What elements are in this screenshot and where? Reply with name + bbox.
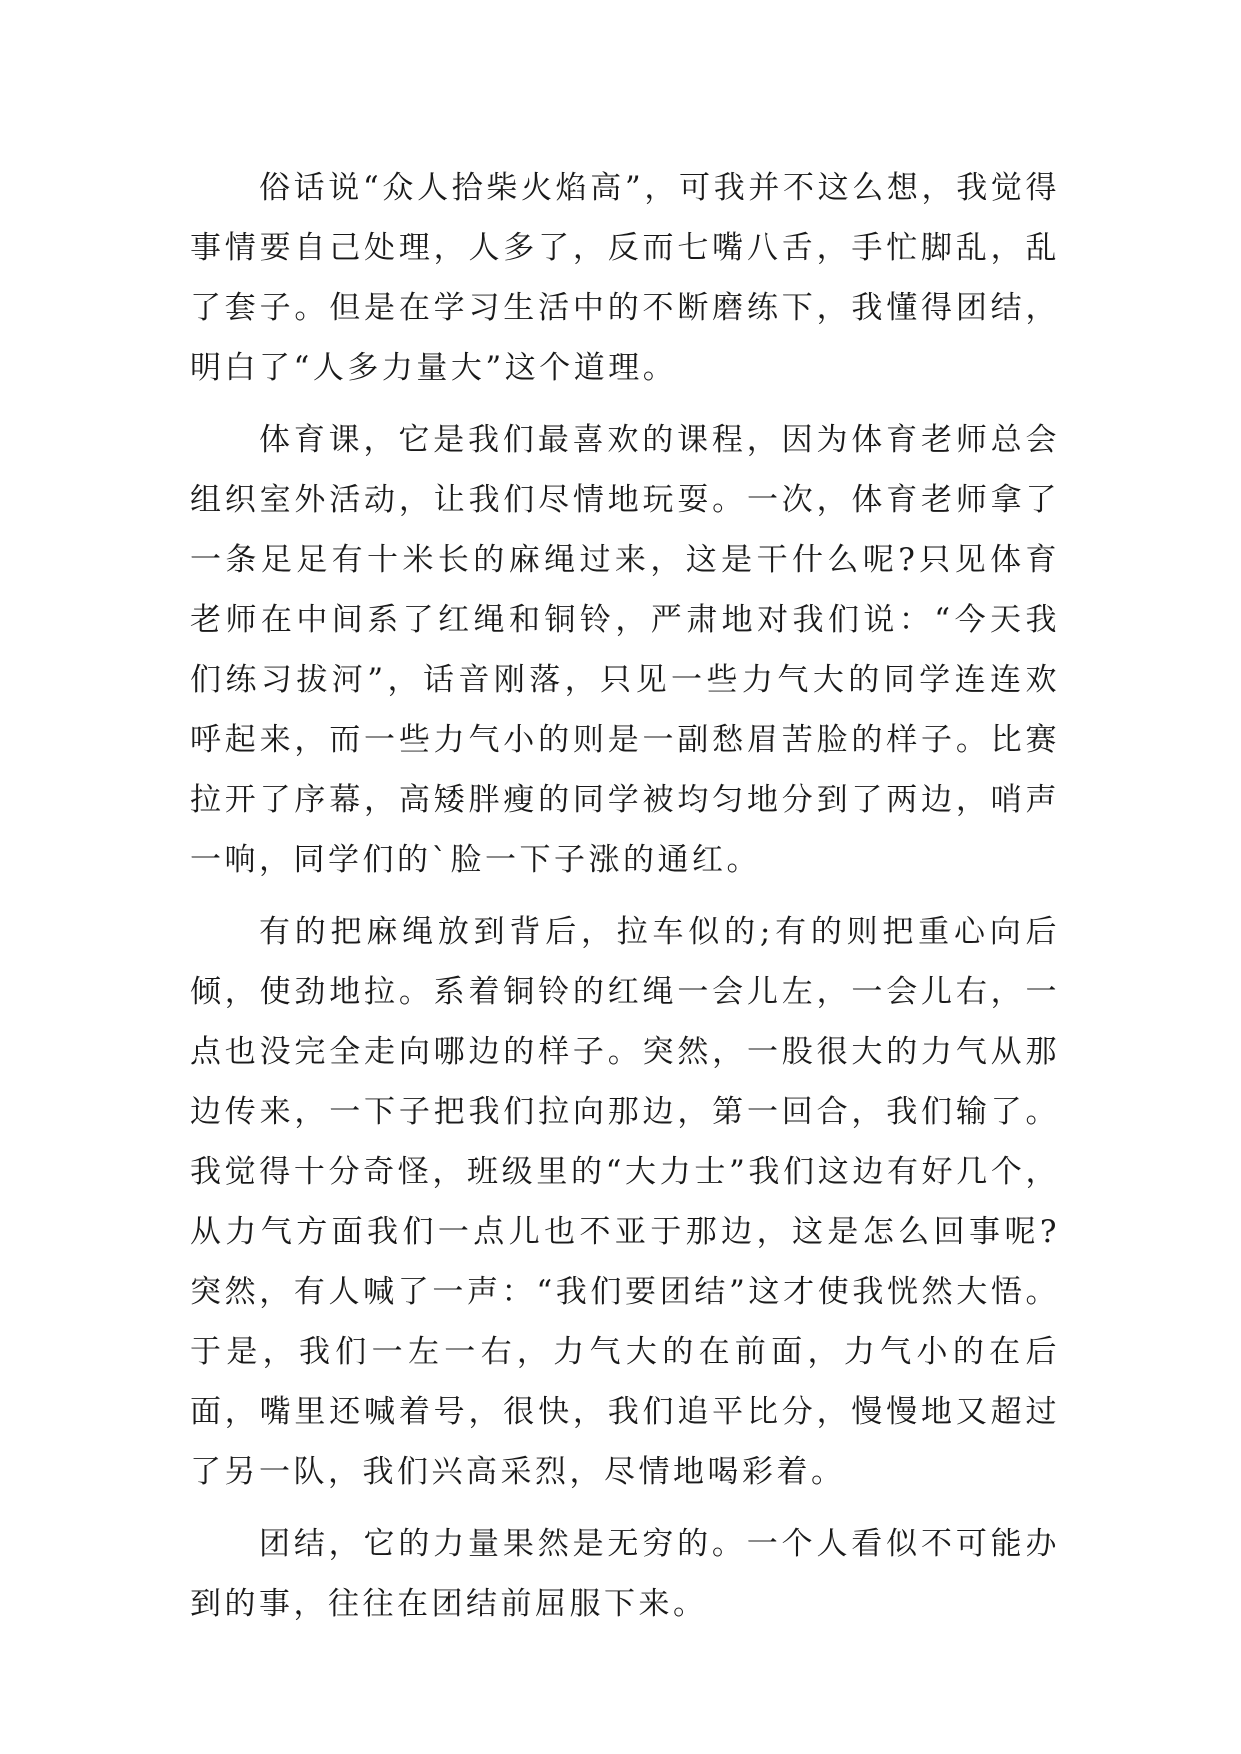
paragraph-3: 有的把麻绳放到背后，拉车似的;有的则把重心向后倾，使劲地拉。系着铜铃的红绳一会儿左，一会儿右，一点也没完全走向哪边的样子。突然，一股很大的力气从那边传来，一下子把我们拉向那边，第一回合，我们输了。我觉得十分奇怪，班级里的“大力士”我们这边有好几个，从力气方面我们一点儿也不亚于那边，这是怎么回事呢?突然，有人喊了一声：“我们要团结”这才使我恍然大悟。于是，我们一左一右，力气大的在前面，力气小的在后面，嘴里还喊着号，很快，我们追平比分，慢慢地又超过了另一队，我们兴高采烈，尽情地喝彩着。: [190, 914, 1060, 1490]
paragraph-2: 体育课，它是我们最喜欢的课程，因为体育老师总会组织室外活动，让我们尽情地玩耍。一次，体育老师拿了一条足足有十米长的麻绳过来，这是干什么呢?只见体育老师在中间系了红绳和铜铃，严肃地对我们说：“今天我们练习拔河”，话音刚落，只见一些力气大的同学连连欢呼起来，而一些力气小的则是一副愁眉苦脸的样子。比赛拉开了序幕，高矮胖瘦的同学被均匀地分到了两边，哨声一响，同学们的`脸一下子涨的通红。: [190, 422, 1060, 878]
paragraph-1: 俗话说“众人拾柴火焰高”，可我并不这么想，我觉得事情要自己处理，人多了，反而七嘴八舌，手忙脚乱，乱了套子。但是在学习生活中的不断磨练下，我懂得团结，明白了“人多力量大”这个道理。: [190, 170, 1060, 386]
paragraph-4: 团结，它的力量果然是无穷的。一个人看似不可能办到的事，往往在团结前屈服下来。: [190, 1526, 1060, 1622]
document-body: [190, 158, 1060, 1646]
